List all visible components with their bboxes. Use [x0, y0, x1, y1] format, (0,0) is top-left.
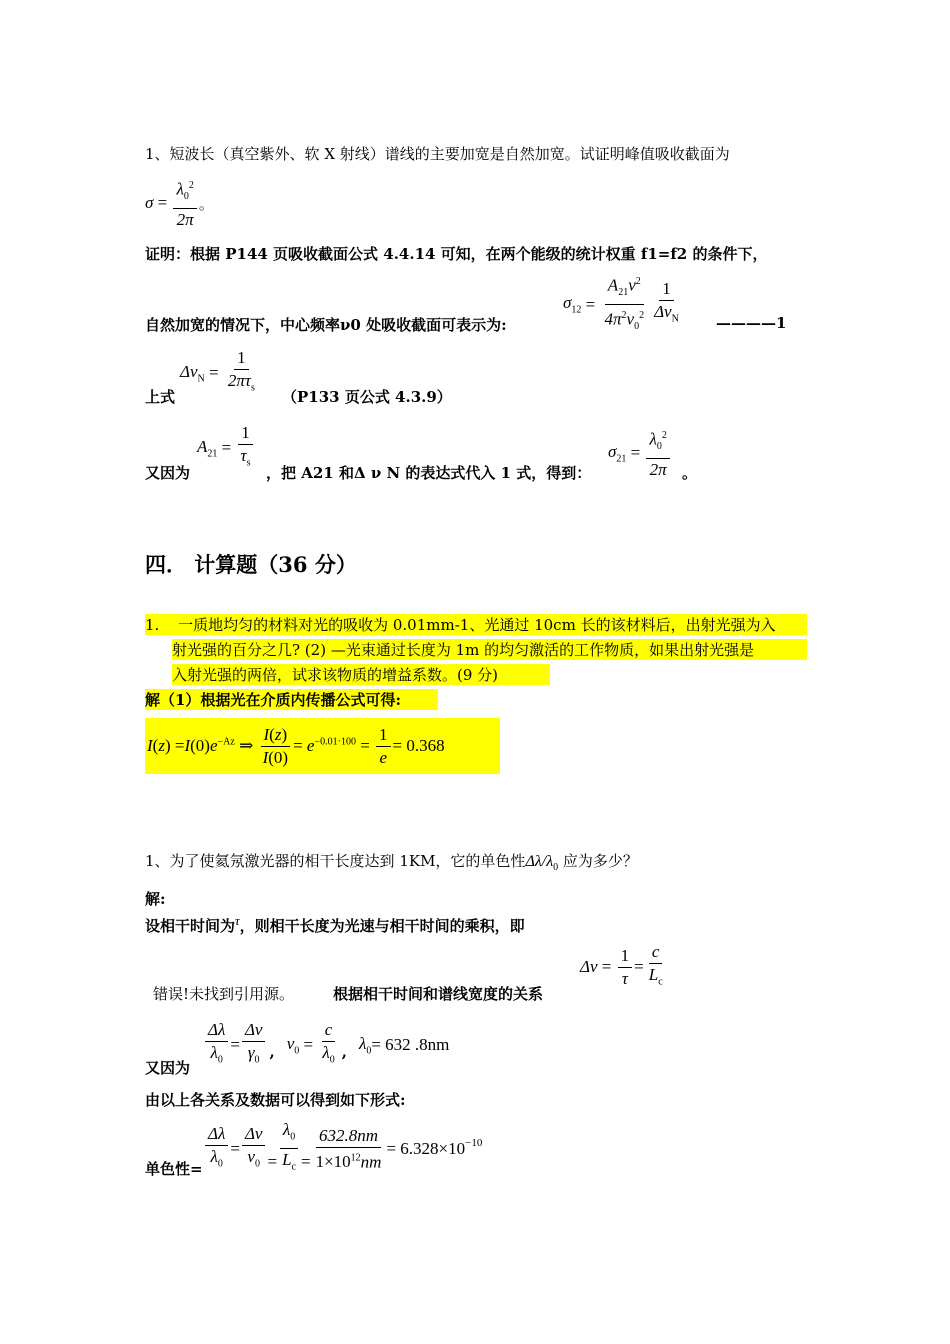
formula-sigma-peak: σ = $\frac{\lambda_0^2}{2\pi}$ 。	[145, 176, 214, 230]
formula-end-mark: 。	[198, 194, 214, 213]
relation-text: 根据相干时间和谱线宽度的关系	[333, 985, 544, 1003]
solution-line: 解（1）根据光在介质内传播公式可得:	[145, 689, 438, 710]
q1-text-1: 一质地均匀的材料对光的吸收为 0.01mm-1、光通过 10cm 长的该材料后，出射光强为入	[178, 616, 776, 634]
formula-sigma21: $\sigma_{21}$ = $\frac{\lambda_0^2}{2\pi}$	[608, 426, 672, 480]
reference-formula: （P133 页公式 4.3.9）	[282, 388, 452, 406]
question-2-end: 应为多少？	[562, 852, 638, 870]
coherence-line: 设相干时间为τ，则相干长度为光速与相干时间的乘积，即	[145, 913, 525, 935]
natural-broadening-text: 自然加宽的情况下，中心频率ν0 处吸收截面可表示为:	[145, 316, 507, 334]
question-1-text: 1、短波长（真空紫外、软 X 射线）谱线的主要加宽是自然加宽。试证明峰值吸收截面为	[145, 145, 730, 163]
question-2-line: 1、为了使氦氖激光器的相干长度达到 1KM，它的单色性$\Delta\lambda/\lambda_0$ 应为多少？	[145, 852, 638, 874]
result-value: = 0.368	[392, 736, 445, 755]
formula-delta-nu-n: $\Delta\nu_N$ = $\frac{1}{2\pi\tau_s}$	[180, 348, 255, 394]
question-2-text: 1、为了使氦氖激光器的相干长度达到 1KM，它的单色性	[145, 852, 526, 870]
derive-line: 由以上各关系及数据可以得到如下形式:	[145, 1091, 406, 1109]
because-label: 又因为	[145, 464, 191, 482]
above-label: 上式	[145, 388, 176, 406]
section-heading: 四． 计算题（36 分）	[145, 552, 357, 577]
formula-a21: $A_{21}$ = $\frac{1}{\tau_s}$	[197, 423, 255, 473]
monochromaticity-label: 单色性=	[145, 1160, 203, 1178]
solution-label: 解:	[145, 890, 166, 908]
formula-monochromaticity: $\frac{\Delta\lambda}{\lambda_0}$ = $\frac{\Delta\nu}{\nu_0}$ = $\frac{\lambda_0}{L_c}$ = $\frac{632.8nm}{1\times 10^{12}nm}$ = 6.328×10 $^{-10}$	[203, 1120, 482, 1178]
coherence-text-2: ，则相干长度为光速与相干时间的乘积，即	[239, 917, 525, 935]
error-text: 错误!未找到引用源。	[153, 985, 295, 1003]
because-label-2: 又因为	[145, 1059, 191, 1077]
mono-result-exponent: −10	[465, 1136, 483, 1149]
formula-intensity: I ( z ) = I (0) $e^{-Az}$ ⇒ $\frac{I(z)}{I(0)}$ = $e^{-0.01\cdot 100}$ = $\frac{1}{e}$ = 0.368	[145, 718, 500, 774]
q1-line3: 入射光强的两倍，试求该物质的增益系数。(9 分)	[172, 664, 550, 685]
q1-number: 1.	[145, 616, 160, 634]
equation-number: ————1	[716, 314, 787, 332]
substitute-text: ，把 A21 和Δ ν N 的表达式代入 1 式，得到：	[266, 464, 592, 482]
formula-ratio-relation: $\frac{\Delta\lambda}{\lambda_0}$ = $\frac{\Delta\nu}{\gamma_0}$ , $\nu_0$ = $\frac{c}{\lambda_0}$ , $\lambda_0$ = 632 .8nm	[203, 1020, 449, 1070]
lambda-value: = 632 .8nm	[371, 1035, 450, 1055]
formula-sigma12: $\sigma_{12}$ = $\frac{A_{21}\nu^2}{4\pi^2\nu_0^2}$ $\frac{1}{\Delta\nu_N}$	[563, 272, 684, 337]
q1-line1	[145, 614, 807, 635]
coherence-text-1: 设相干时间为	[145, 917, 236, 935]
q1-line2: 射光强的百分之几? (2) —光束通过长度为 1m 的均匀激活的工作物质，如果出射光强是	[172, 639, 807, 660]
end-mark: 。	[682, 464, 698, 482]
proof-text: 证明：根据 P144 页吸收截面公式 4.4.14 可知，在两个能级的统计权重 f1=f2 的条件下，	[145, 245, 768, 263]
mono-result: = 6.328×10	[386, 1138, 466, 1158]
formula-delta-nu: Δν = $\frac{1}{\tau}$ = $\frac{c}{L_c}$	[580, 942, 663, 988]
